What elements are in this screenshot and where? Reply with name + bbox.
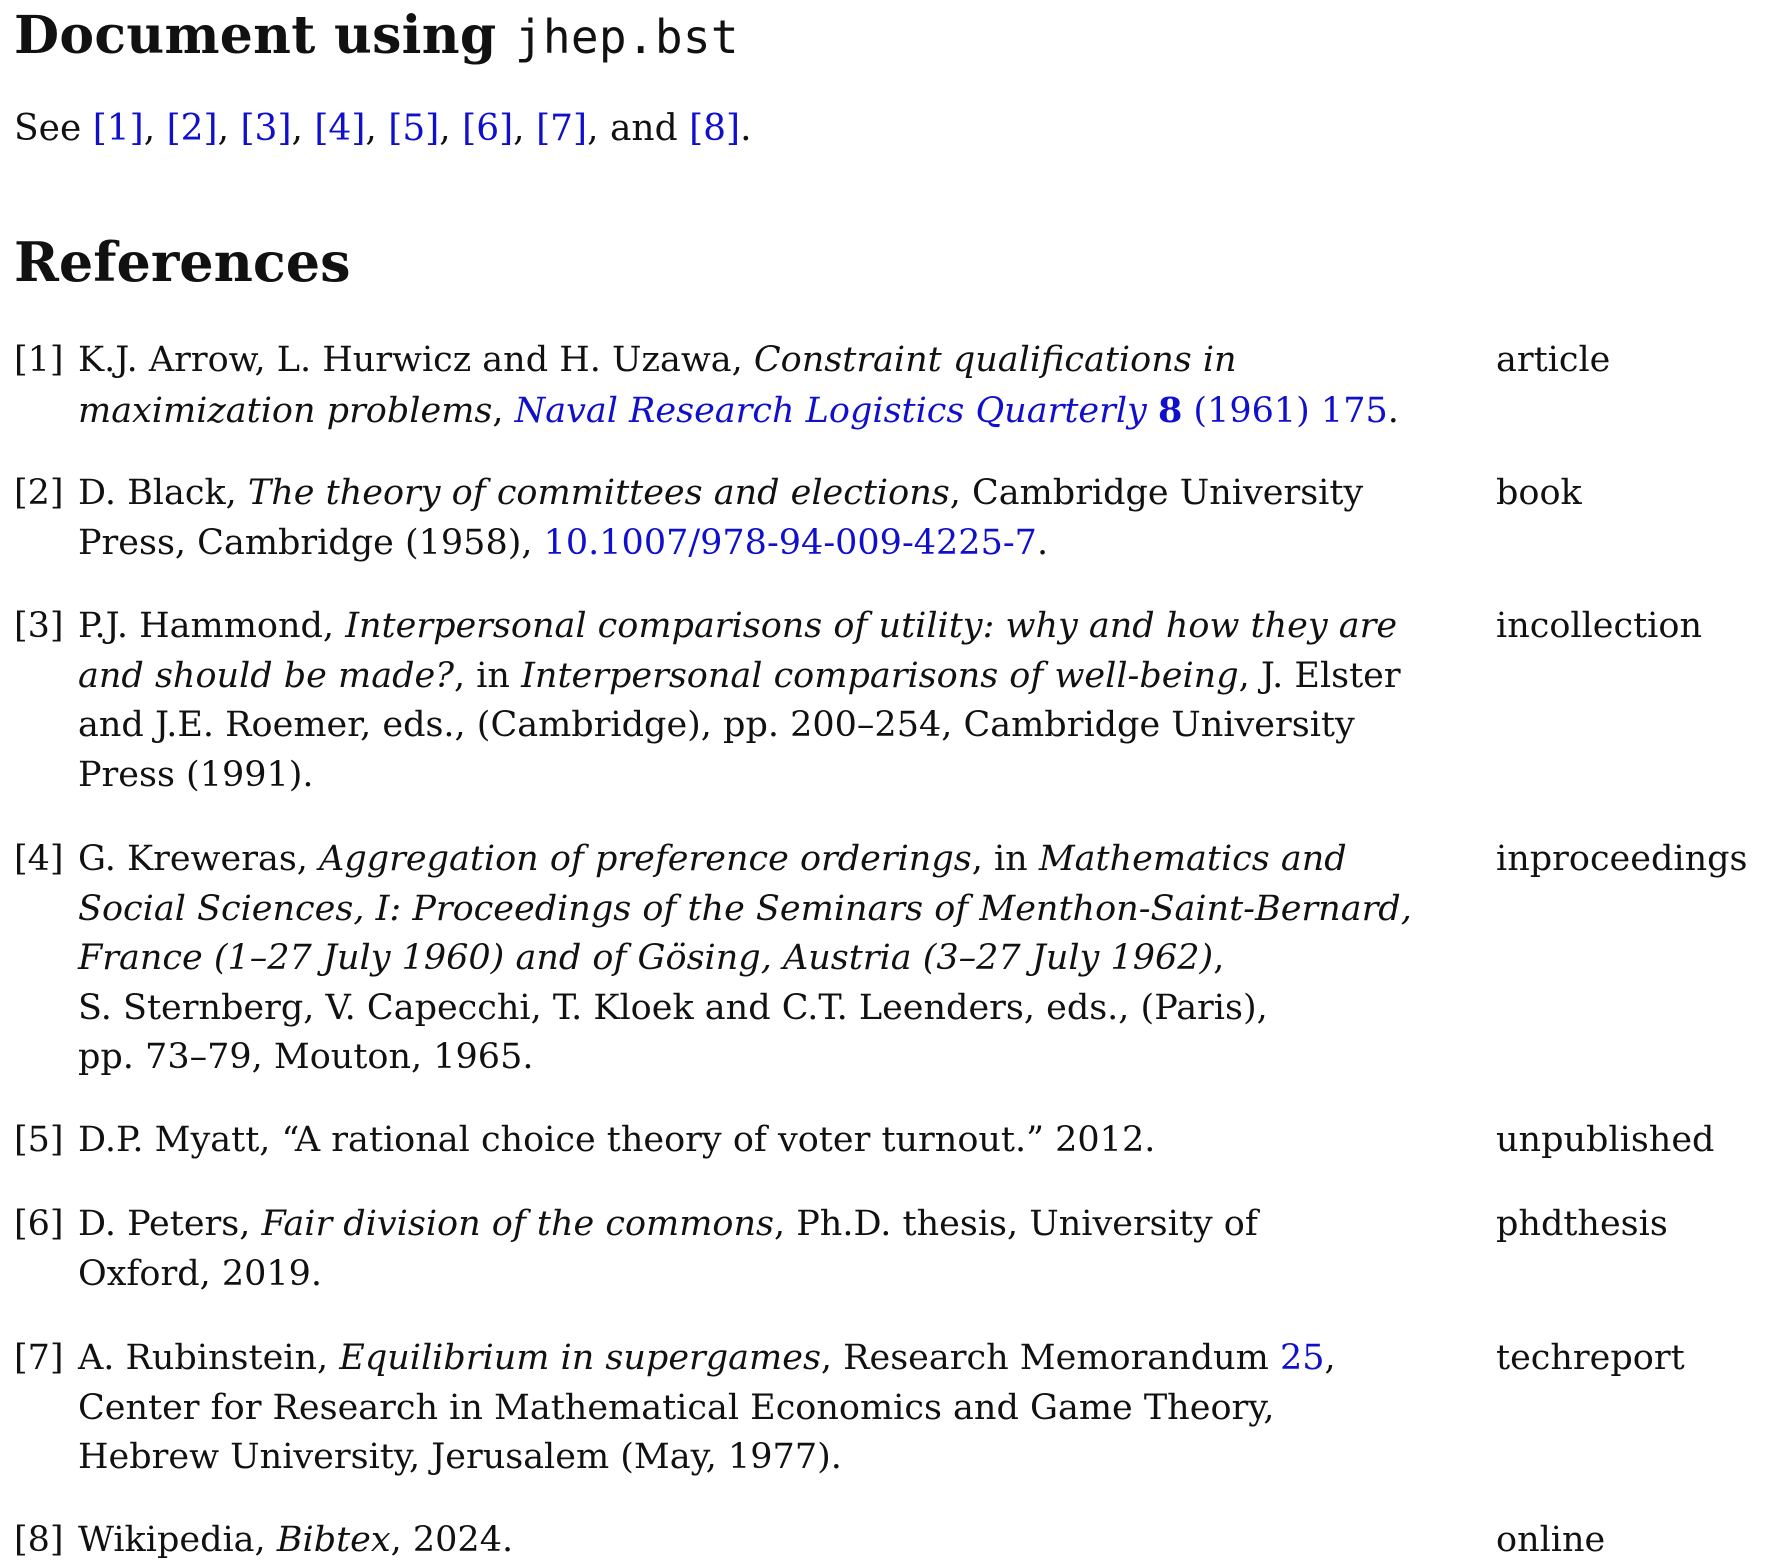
reference-type: incollection <box>1496 606 1702 646</box>
reference-text <box>78 469 1478 568</box>
reference-details: , 2024. <box>390 1520 514 1560</box>
intro-separator: , <box>365 108 389 149</box>
reference-text <box>78 835 1478 1083</box>
intro-see-text: See <box>14 108 93 149</box>
reference-end: . <box>1387 390 1399 431</box>
reference-text <box>78 1516 1478 1566</box>
reference-details: Hebrew University, Jerusalem (May, 1977). <box>78 1437 842 1478</box>
reference-separator: , <box>1324 1338 1336 1378</box>
intro-and-text: , and <box>587 108 690 149</box>
reference-text <box>78 1334 1478 1483</box>
intro-paragraph <box>14 104 752 154</box>
citation-link-3[interactable]: [3] <box>240 108 292 149</box>
reference-type: techreport <box>1496 1338 1685 1378</box>
citation-link-8[interactable]: [8] <box>689 108 741 149</box>
reference-title: maximization problems <box>78 390 493 431</box>
references-heading: References <box>14 230 351 294</box>
reference-in: , in <box>971 839 1039 879</box>
title-prefix: Document using <box>14 5 515 66</box>
reference-editors: S. Sternberg, V. Capecchi, T. Kloek and C.T. Leenders, eds., (Paris), <box>78 987 1268 1028</box>
reference-text <box>78 1200 1478 1299</box>
reference-title: Constraint qualifications in <box>753 340 1237 380</box>
intro-separator: , <box>291 108 315 149</box>
reference-label: [7] <box>14 1338 64 1378</box>
reference-type: article <box>1496 340 1611 380</box>
reference-volume: 8 <box>1157 389 1183 431</box>
reference-end: . <box>1036 522 1049 563</box>
reference-title: Equilibrium in supergames <box>339 1338 821 1378</box>
reference-text <box>78 602 1478 800</box>
reference-label: [8] <box>14 1520 64 1560</box>
reference-authors: K.J. Arrow, L. Hurwicz and H. Uzawa, <box>78 340 754 380</box>
reference-details: , Ph.D. thesis, University of <box>774 1204 1258 1244</box>
reference-details: Oxford, 2019. <box>78 1253 323 1294</box>
reference-publisher: , Cambridge University <box>949 473 1364 513</box>
reference-authors: Wikipedia, <box>78 1520 277 1560</box>
doi-link[interactable]: 10.1007/978-94-009-4225-7 <box>543 522 1037 563</box>
citation-link-4[interactable]: [4] <box>314 108 366 149</box>
intro-end-text: . <box>740 108 752 149</box>
reference-separator: , <box>1213 938 1225 979</box>
intro-separator: , <box>513 108 537 149</box>
citation-link-2[interactable]: [2] <box>166 108 218 149</box>
reference-text <box>78 1116 1478 1166</box>
reference-label: [1] <box>14 340 64 380</box>
citation-link-6[interactable]: [6] <box>462 108 514 149</box>
reference-authors: G. Kreweras, <box>78 839 320 879</box>
reference-authors: D. Peters, <box>78 1204 262 1244</box>
reference-details: and J.E. Roemer, eds., (Cambridge), pp. 200–254, Cambridge University <box>78 705 1355 746</box>
intro-separator: , <box>217 108 241 149</box>
citation-link-7[interactable]: [7] <box>536 108 588 149</box>
reference-type: phdthesis <box>1496 1204 1668 1244</box>
reference-booktitle: France (1–27 July 1960) and of Gösing, Austria (3–27 July 1962) <box>78 938 1214 979</box>
reference-type: inproceedings <box>1496 839 1748 879</box>
reference-authors: P.J. Hammond, <box>78 606 346 646</box>
reference-publisher: Press, Cambridge (1958), <box>78 522 544 563</box>
reference-booktitle: Interpersonal comparisons of well-being <box>521 655 1239 696</box>
report-number-link[interactable]: 25 <box>1279 1338 1325 1378</box>
intro-separator: , <box>439 108 463 149</box>
reference-title: Aggregation of preference orderings <box>319 839 972 879</box>
reference-booktitle: Social Sciences, I: Proceedings of the Seminars of Menthon-Saint-Bernard, <box>78 888 1412 929</box>
reference-label: [4] <box>14 839 64 879</box>
title-code: jhep.bst <box>514 10 739 64</box>
reference-title: Interpersonal comparisons of utility: why and how they are <box>345 606 1398 646</box>
reference-label: [2] <box>14 473 64 513</box>
reference-year-pages: (1961) 175 <box>1182 390 1388 431</box>
reference-separator: , <box>492 390 515 431</box>
reference-booktitle: Mathematics and <box>1038 839 1347 879</box>
reference-in: , in <box>453 655 522 696</box>
citation-link-5[interactable]: [5] <box>388 108 440 149</box>
intro-separator: , <box>143 108 167 149</box>
reference-type: online <box>1496 1520 1606 1560</box>
reference-label: [6] <box>14 1204 64 1244</box>
reference-title: Bibtex <box>276 1520 391 1560</box>
reference-title: Fair division of the commons <box>261 1204 774 1244</box>
reference-details: pp. 73–79, Mouton, 1965. <box>78 1037 534 1078</box>
reference-details: Center for Research in Mathematical Economics and Game Theory, <box>78 1387 1275 1428</box>
reference-type: unpublished <box>1496 1120 1715 1160</box>
reference-editors: , J. Elster <box>1238 655 1401 696</box>
reference-authors: A. Rubinstein, <box>78 1338 340 1378</box>
reference-label: [5] <box>14 1120 64 1160</box>
reference-text <box>78 336 1478 436</box>
reference-authors: D. Black, <box>78 473 248 513</box>
document-title <box>14 6 739 67</box>
reference-title: and should be made? <box>78 655 454 696</box>
citation-link-1[interactable]: [1] <box>92 108 144 149</box>
reference-details: Press (1991). <box>78 754 314 795</box>
reference-journal: Naval Research Logistics Quarterly <box>514 390 1147 431</box>
reference-label: [3] <box>14 606 64 646</box>
reference-full-text: D.P. Myatt, “A rational choice theory of voter turnout.” 2012. <box>78 1120 1156 1160</box>
reference-details: , Research Memorandum <box>820 1338 1280 1378</box>
journal-link[interactable] <box>515 391 1388 431</box>
reference-title: The theory of committees and elections <box>247 473 950 513</box>
reference-type: book <box>1496 473 1582 513</box>
